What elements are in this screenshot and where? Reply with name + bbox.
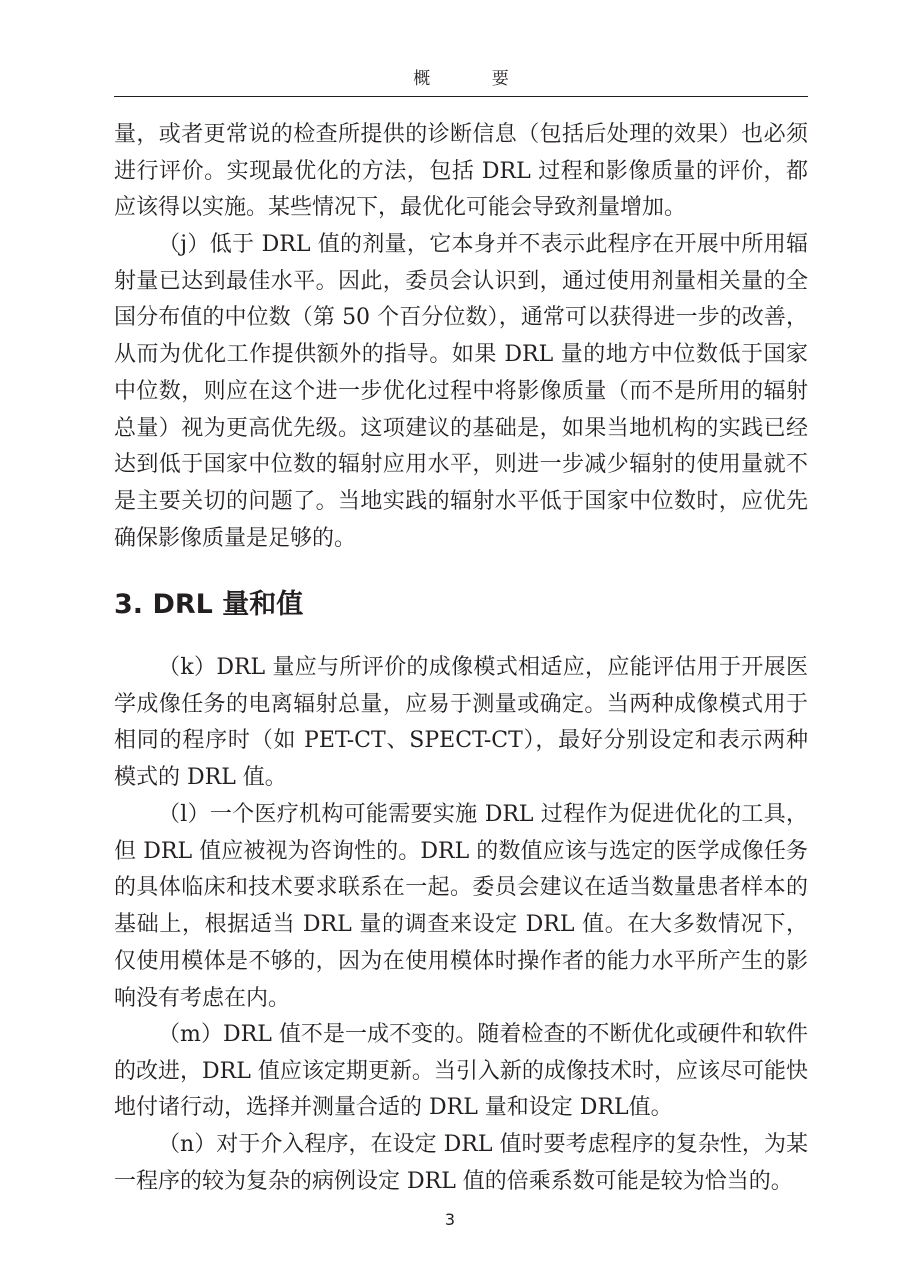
page-number: 3 — [444, 1210, 456, 1229]
paragraph-l: （l）一个医疗机构可能需要实施 DRL 过程作为促进优化的工具，但 DRL 值应被视为咨询性的。DRL 的数值应该与选定的医学成像任务的具体临床和技术要求联系在一起。委员会建议在适当数量患者样本的基础上，根据适当 DRL 量的调查来设定 DRL 值。在大多数情况下，仅使用模体是不够的，因为在使用模体时操作者的能力水平所产生的影响没有考虑在内。 — [114, 802, 808, 1011]
paragraph-m: （m）DRL 值不是一成不变的。随着检查的不断优化或硬件和软件的改进，DRL 值应该定期更新。当引入新的成像技术时，应该尽可能快地付诸行动，选择并测量合适的 DRL 量和设定 DRL值。 — [114, 1022, 808, 1121]
paragraph-n: （n）对于介入程序，在设定 DRL 值时要考虑程序的复杂性，为某一程序的较为复杂的病例设定 DRL 值的倍乘系数可能是较为恰当的。 — [114, 1132, 808, 1194]
paragraph-j: （j）低于 DRL 值的剂量，它本身并不表示此程序在开展中所用辐射量已达到最佳水平。因此，委员会认识到，通过使用剂量相关量的全国分布值的中位数（第 50 个百分位数），通常可以获得进一步的改善，从而为优化工作提供额外的指导。如果 DRL 量的地方中位数低于国家中位数，则应在这个进一步优化过程中将影像质量（而不是所用的辐射总量）视为更高优先级。这项建议的基础是，如果当地机构的实践已经达到低于国家中位数的辐射应用水平，则进一步减少辐射的使用量就不是主要关切的问题了。当地实践的辐射水平低于国家中位数时，应优先确保影像质量是足够的。 — [114, 232, 808, 551]
paragraph-continuation: 量，或者更常说的检查所提供的诊断信息（包括后处理的效果）也必须进行评价。实现最优化的方法，包括 DRL 过程和影像质量的评价，都应该得以实施。某些情况下，最优化可能会导致剂量增加。 — [114, 122, 808, 221]
paragraph-k: （k）DRL 量应与所评价的成像模式相适应，应能评估用于开展医学成像任务的电离辐射总量，应易于测量或确定。当两种成像模式用于相同的程序时（如 PET-CT、SPECT-CT），最好分别设定和表示两种模式的 DRL 值。 — [114, 655, 808, 791]
running-header: 概 要 — [413, 69, 537, 89]
header-rule — [114, 96, 808, 97]
section-heading: 3. DRL 量和值 — [114, 589, 304, 620]
